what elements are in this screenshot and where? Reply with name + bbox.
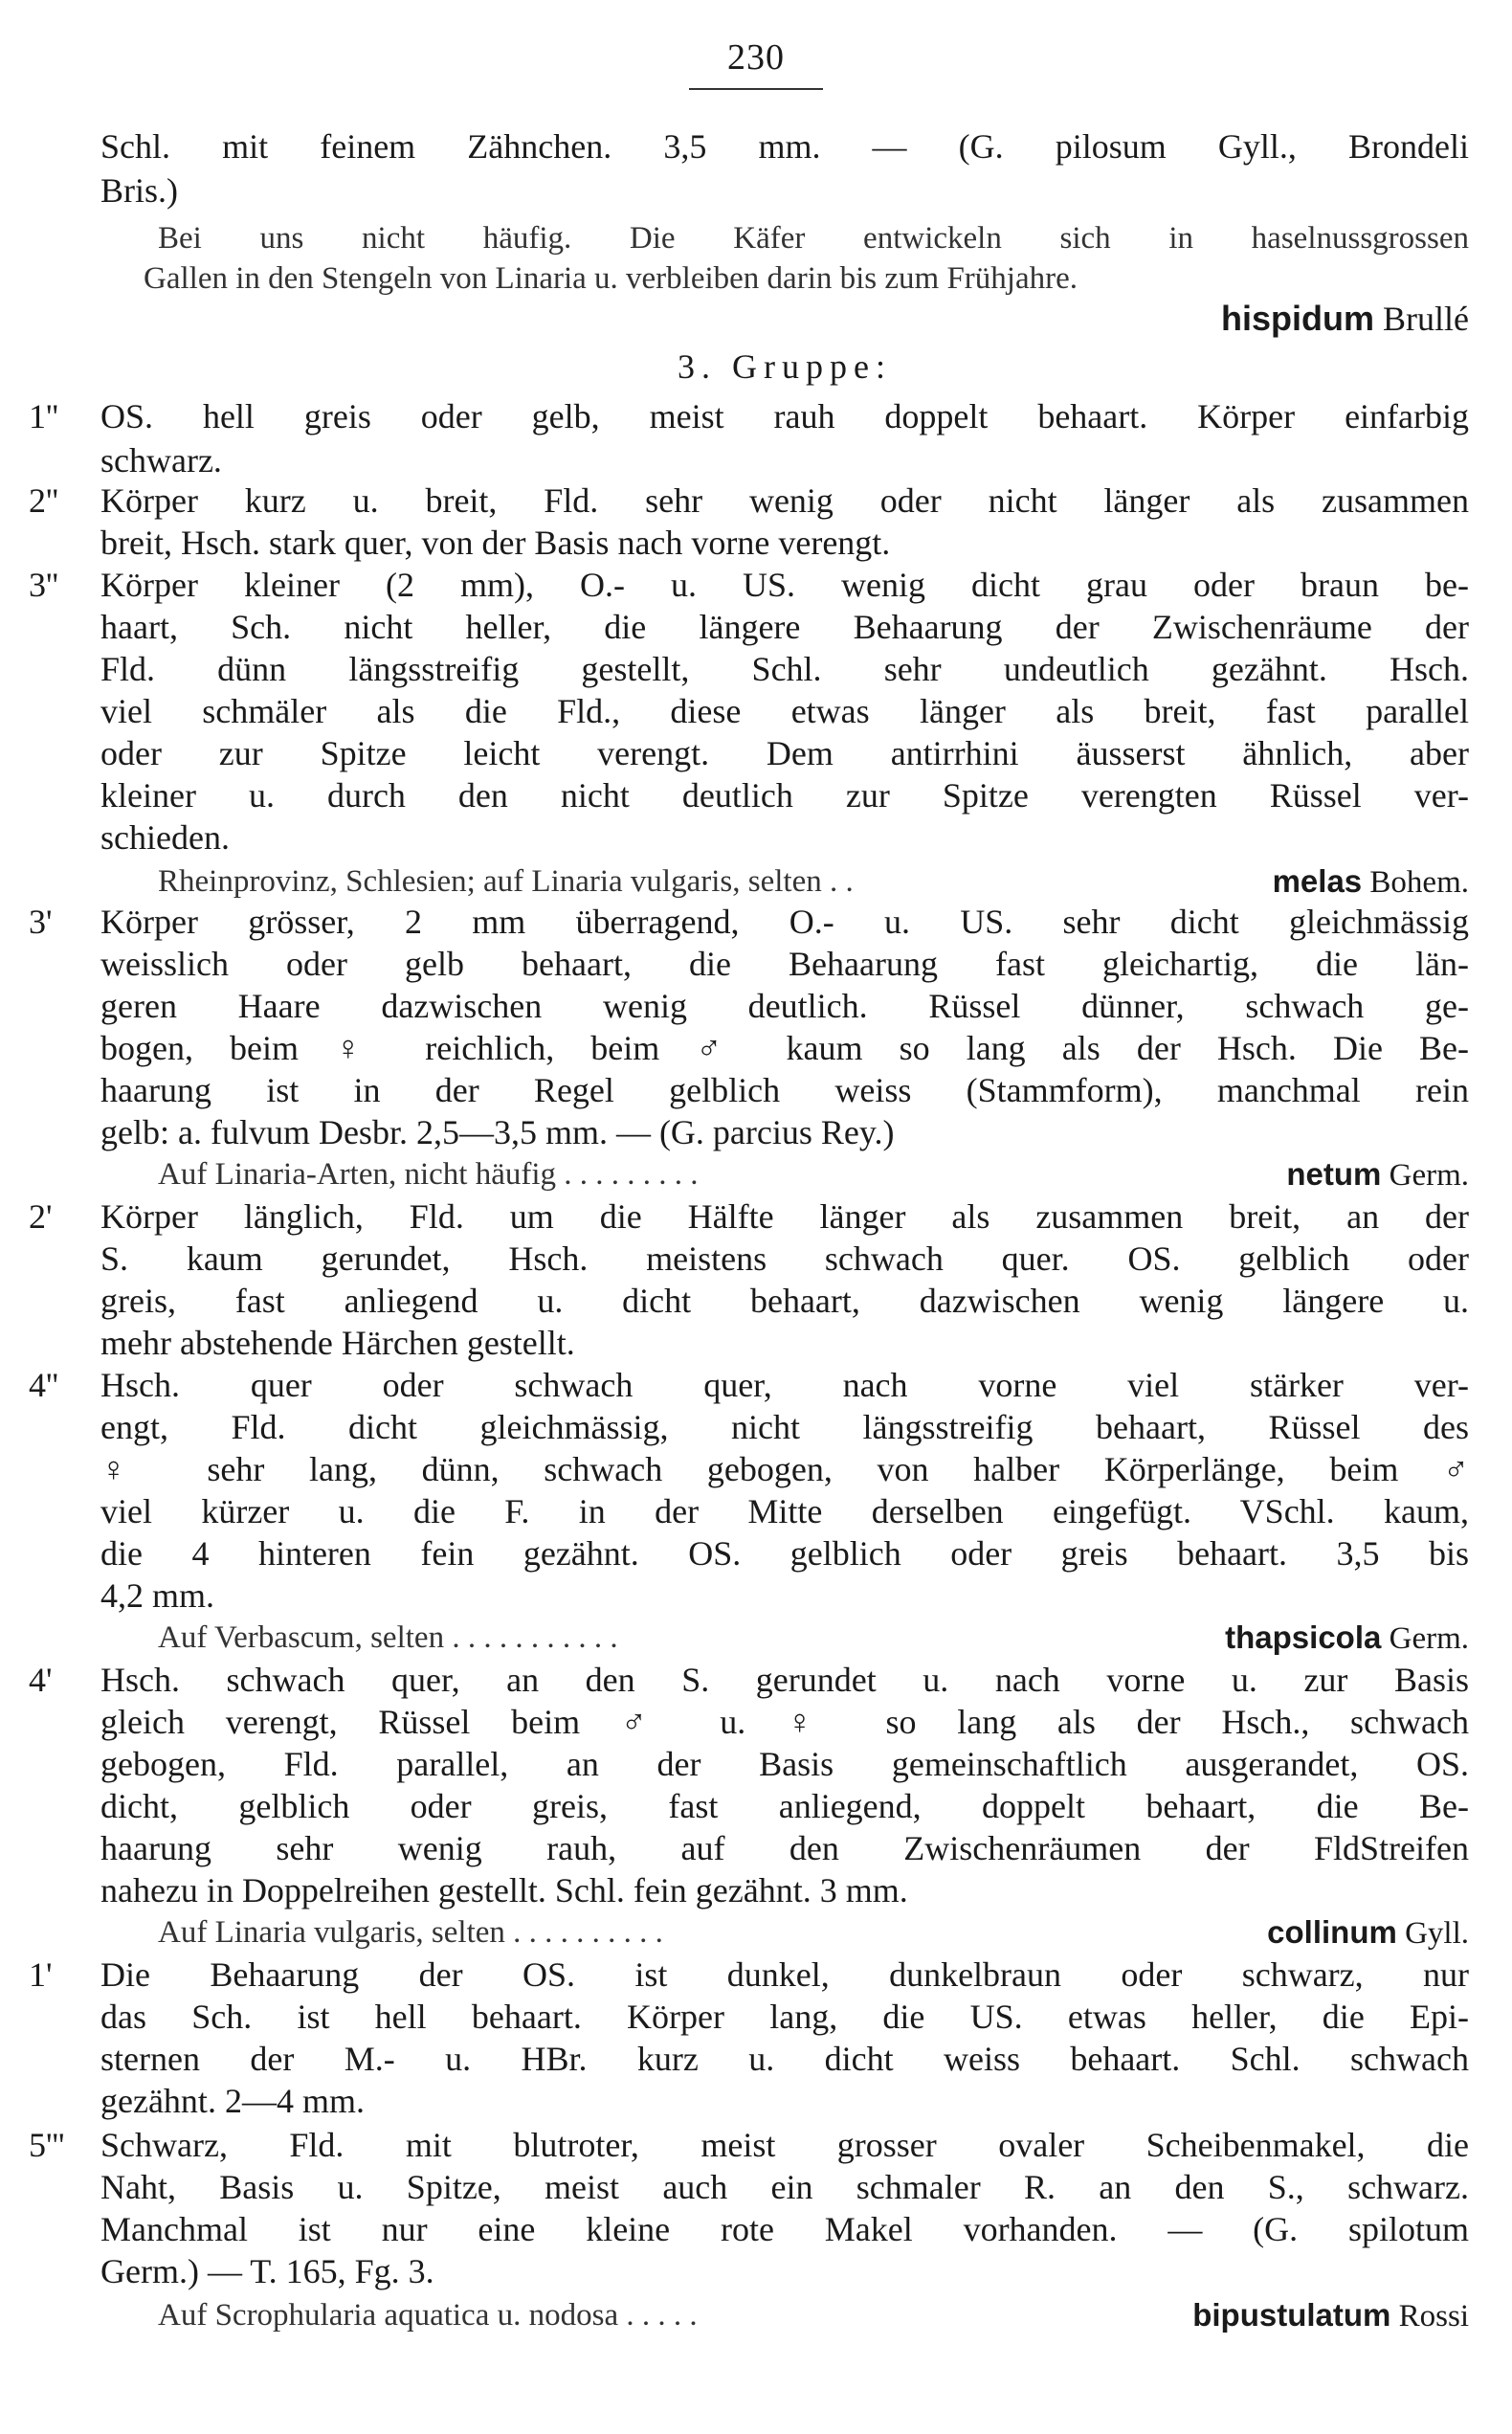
species-author: Germ.	[1389, 1158, 1469, 1193]
text-line: oder zur Spitze leicht verengt. Dem antirrhini äusserst ähnlich, aber	[100, 734, 1469, 772]
text-line: Körper grösser, 2 mm überragend, O.- u. US. sehr dicht gleichmässig	[100, 903, 1469, 941]
text-line: die 4 hinteren fein gezähnt. OS. gelblich oder greis behaart. 3,5 bis	[100, 1534, 1469, 1573]
text-line: sternen der M.- u. HBr. kurz u. dicht weiss behaart. Schl. schwach	[100, 2040, 1469, 2078]
key-number: 3''	[29, 566, 58, 604]
text-line: Germ.) — T. 165, Fg. 3.	[100, 2252, 434, 2290]
text-line: gebogen, Fld. parallel, an der Basis gemeinschaftlich ausgerandet, OS.	[100, 1745, 1469, 1783]
species-name: thapsicola	[1225, 1619, 1382, 1655]
text-line: weisslich oder gelb behaart, die Behaarung fast gleichartig, die län-	[100, 945, 1469, 983]
text-line: Bris.)	[100, 171, 178, 210]
text-line: breit, Hsch. stark quer, von der Basis nach vorne verengt.	[100, 524, 891, 562]
text-line: greis, fast anliegend u. dicht behaart, dazwischen wenig längere u.	[100, 1282, 1469, 1320]
key-number: 2'	[29, 1197, 53, 1236]
text-line: ♀ sehr lang, dünn, schwach gebogen, von halber Körperlänge, beim ♂	[100, 1450, 1469, 1488]
text-line: Die Behaarung der OS. ist dunkel, dunkelbraun oder schwarz, nur	[100, 1955, 1469, 1994]
text-line: kleiner u. durch den nicht deutlich zur Spitze verengten Rüssel ver-	[100, 776, 1469, 815]
species-entry	[100, 297, 1469, 341]
text-line: gleich verengt, Rüssel beim ♂ u. ♀ so lang als der Hsch., schwach	[100, 1703, 1469, 1741]
text-line: das Sch. ist hell behaart. Körper lang, die US. etwas heller, die Epi-	[100, 1998, 1469, 2036]
text-line: gelb: a. fulvum Desbr. 2,5—3,5 mm. — (G. parcius Rey.)	[100, 1113, 895, 1151]
section-heading: 3. Gruppe:	[678, 347, 892, 386]
species-entry	[158, 2293, 1469, 2337]
text-line: dicht, gelblich oder greis, fast anliegend, doppelt behaart, die Be-	[100, 1787, 1469, 1825]
key-number: 4''	[29, 1366, 58, 1404]
text-line: Schwarz, Fld. mit blutroter, meist grosser ovaler Scheibenmakel, die	[100, 2126, 1469, 2164]
species-name: netum	[1286, 1156, 1382, 1192]
species-name: melas	[1272, 863, 1363, 899]
habitat-text: Auf Linaria-Arten, nicht häufig . . . . . . . . .	[158, 1157, 699, 1192]
text-line: geren Haare dazwischen wenig deutlich. Rüssel dünner, schwach ge-	[100, 987, 1469, 1025]
text-line: Hsch. quer oder schwach quer, nach vorne viel stärker ver-	[100, 1366, 1469, 1404]
species-author: Gyll.	[1405, 1916, 1469, 1951]
text-line: viel kürzer u. die F. in der Mitte derselben eingefügt. VSchl. kaum,	[100, 1492, 1469, 1530]
text-line: gezähnt. 2—4 mm.	[100, 2082, 365, 2120]
text-line: Manchmal ist nur eine kleine rote Makel vorhanden. — (G. spilotum	[100, 2210, 1469, 2248]
species-entry	[158, 1910, 1469, 1954]
species-entry	[158, 1616, 1469, 1660]
text-line: bogen, beim ♀ reichlich, beim ♂ kaum so lang als der Hsch. Die Be-	[100, 1029, 1469, 1067]
text-line: Körper kurz u. breit, Fld. sehr wenig oder nicht länger als zusammen	[100, 481, 1469, 520]
habitat-text: Auf Scrophularia aquatica u. nodosa . . . . .	[158, 2298, 698, 2333]
species-author: Rossi	[1398, 2299, 1469, 2334]
habitat-text: Auf Verbascum, selten . . . . . . . . . . .	[158, 1620, 618, 1655]
key-number: 5'''	[29, 2126, 65, 2164]
habitat-text: Auf Linaria vulgaris, selten . . . . . . . . . .	[158, 1915, 663, 1950]
text-line: Hsch. schwach quer, an den S. gerundet u. nach vorne u. zur Basis	[100, 1661, 1469, 1699]
text-line: mehr abstehende Härchen gestellt.	[100, 1324, 575, 1362]
text-line: Naht, Basis u. Spitze, meist auch ein schmaler R. an den S., schwarz.	[100, 2168, 1469, 2206]
key-number: 2''	[29, 481, 58, 520]
text-line: Schl. mit feinem Zähnchen. 3,5 mm. — (G. pilosum Gyll., Brondeli	[100, 127, 1469, 166]
text-line: schwarz.	[100, 441, 222, 480]
text-line: schieden.	[100, 818, 230, 857]
species-name: collinum	[1267, 1914, 1397, 1950]
page-number: 230	[727, 37, 785, 78]
text-line: Körper kleiner (2 mm), O.- u. US. wenig dicht grau oder braun be-	[100, 566, 1469, 604]
text-line: haarung ist in der Regel gelblich weiss (Stammform), manchmal rein	[100, 1071, 1469, 1109]
text-line: S. kaum gerundet, Hsch. meistens schwach quer. OS. gelblich oder	[100, 1239, 1469, 1278]
text-line: viel schmäler als die Fld., diese etwas länger als breit, fast parallel	[100, 692, 1469, 730]
species-author: Brullé	[1383, 300, 1469, 338]
text-line: Fld. dünn längsstreifig gestellt, Schl. sehr undeutlich gezähnt. Hsch.	[100, 650, 1469, 688]
habitat-text: Rheinprovinz, Schlesien; auf Linaria vulgaris, selten . .	[158, 864, 854, 899]
page-number-rule	[689, 88, 823, 90]
key-number: 3'	[29, 903, 53, 941]
species-entry	[158, 860, 1469, 904]
key-number: 1'	[29, 1955, 53, 1994]
key-number: 4'	[29, 1661, 53, 1699]
text-line: haart, Sch. nicht heller, die längere Behaarung der Zwischenräume der	[100, 608, 1469, 646]
text-line: Gallen in den Stengeln von Linaria u. verbleiben darin bis zum Frühjahre.	[144, 261, 1078, 296]
key-number: 1''	[29, 397, 58, 435]
text-line: 4,2 mm.	[100, 1576, 215, 1615]
species-author: Germ.	[1389, 1621, 1469, 1656]
text-line: nahezu in Doppelreihen gestellt. Schl. fein gezähnt. 3 mm.	[100, 1871, 908, 1909]
text-line: haarung sehr wenig rauh, auf den Zwischenräumen der FldStreifen	[100, 1829, 1469, 1867]
text-line: Bei uns nicht häufig. Die Käfer entwickeln sich in haselnussgrossen	[158, 221, 1469, 256]
species-entry	[158, 1152, 1469, 1196]
text-line: OS. hell greis oder gelb, meist rauh doppelt behaart. Körper einfarbig	[100, 397, 1469, 435]
species-name: hispidum	[1221, 299, 1375, 338]
text-line: Körper länglich, Fld. um die Hälfte länger als zusammen breit, an der	[100, 1197, 1469, 1236]
species-author: Bohem.	[1369, 865, 1469, 900]
species-name: bipustulatum	[1192, 2297, 1391, 2333]
text-line: engt, Fld. dicht gleichmässig, nicht längsstreifig behaart, Rüssel des	[100, 1408, 1469, 1446]
